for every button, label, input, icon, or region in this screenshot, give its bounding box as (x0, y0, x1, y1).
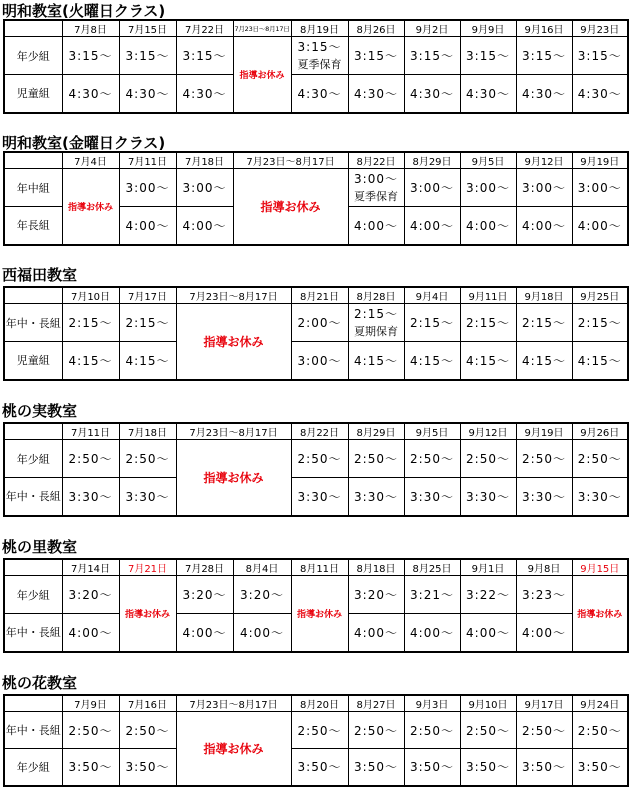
date-header: 7月22日 (176, 20, 233, 37)
date-header: 8月28日 (348, 287, 404, 304)
date-header: 8月20日 (291, 695, 348, 712)
time-cell: 3:50～ (348, 749, 404, 786)
time-cell: 3:30～ (119, 478, 176, 516)
section-meiwa-tuesday (0, 0, 630, 101)
date-header: 7月23日～8月17日 (233, 152, 348, 169)
rest-cell: 指導お休み (291, 576, 348, 652)
date-header: 7月23日～8月17日 (233, 20, 291, 37)
header-row (4, 423, 628, 440)
section-title: 西福田教室 (2, 266, 78, 284)
date-header: 8月29日 (404, 152, 460, 169)
time-cell: 3:15～ (516, 37, 572, 75)
time-cell: 4:00～ (62, 614, 119, 652)
date-header: 8月26日 (348, 20, 404, 37)
time-cell: 3:20～ (233, 576, 291, 614)
table-row (4, 712, 628, 749)
time-cell: 4:00～ (404, 614, 460, 652)
date-header: 7月4日 (62, 152, 119, 169)
group-label: 年中組 (4, 169, 62, 207)
time-cell: 2:15～ (119, 304, 176, 342)
time-cell: 2:15～ (572, 304, 628, 342)
time-cell: 3:50～ (572, 749, 628, 786)
time-cell: 3:15～ (460, 37, 516, 75)
rest-cell: 指導お休み (233, 169, 348, 245)
header-row (4, 695, 628, 712)
time-cell: 3:15～ (348, 37, 404, 75)
time-cell: 3:30～ (460, 478, 516, 516)
date-header: 7月18日 (176, 152, 233, 169)
time-cell: 4:15～ (460, 342, 516, 380)
time-cell: 4:30～ (460, 75, 516, 113)
table-row (4, 440, 628, 478)
section-meiwa-friday (0, 132, 630, 233)
date-header: 9月4日 (404, 287, 460, 304)
time-cell: 2:50～ (119, 712, 176, 749)
date-header: 9月3日 (404, 695, 460, 712)
time-cell: 4:15～ (516, 342, 572, 380)
time-text: 3:15～ (297, 39, 342, 54)
time-cell: 3:50～ (516, 749, 572, 786)
time-cell: 4:30～ (119, 75, 176, 113)
time-cell: 4:00～ (119, 207, 176, 245)
time-cell: 3:15～ (572, 37, 628, 75)
time-cell: 3:50～ (460, 749, 516, 786)
time-cell: 3:20～ (176, 576, 233, 614)
date-header: 7月16日 (119, 695, 176, 712)
time-cell: 2:50～ (62, 440, 119, 478)
time-cell: 2:50～ (516, 712, 572, 749)
time-cell: 3:50～ (119, 749, 176, 786)
group-label: 年少組 (4, 749, 62, 786)
schedule-table (3, 286, 629, 381)
date-header: 9月25日 (572, 287, 628, 304)
time-cell: 4:30～ (516, 75, 572, 113)
time-cell: 4:00～ (176, 614, 233, 652)
time-cell: 4:30～ (404, 75, 460, 113)
time-cell: 4:30～ (348, 75, 404, 113)
date-header: 7月23日～8月17日 (176, 695, 291, 712)
group-label: 年長組 (4, 207, 62, 245)
header-corner (4, 152, 62, 169)
time-cell: 2:50～ (516, 440, 572, 478)
time-cell: 4:15～ (348, 342, 404, 380)
time-cell: 3:30～ (62, 478, 119, 516)
date-header: 9月19日 (516, 423, 572, 440)
time-cell: 2:50～ (348, 440, 404, 478)
time-cell: 3:00～ (572, 169, 628, 207)
time-cell: 4:00～ (404, 207, 460, 245)
time-cell: 4:15～ (119, 342, 176, 380)
date-header-holiday: 9月15日 (572, 559, 628, 576)
date-header-holiday: 7月21日 (119, 559, 176, 576)
table-row (4, 576, 628, 614)
time-cell: 4:00～ (516, 614, 572, 652)
date-header: 7月23日～8月17日 (176, 287, 291, 304)
time-cell: 3:00～ (119, 169, 176, 207)
time-cell: 4:00～ (233, 614, 291, 652)
date-header: 8月4日 (233, 559, 291, 576)
date-header: 7月10日 (62, 287, 119, 304)
time-cell (348, 169, 404, 207)
summer-label: 夏季保育 (354, 189, 398, 203)
time-cell: 4:00～ (176, 207, 233, 245)
time-cell: 2:50～ (119, 440, 176, 478)
time-cell: 3:30～ (516, 478, 572, 516)
time-text: 3:00～ (354, 171, 398, 186)
section-title: 桃の花教室 (2, 674, 78, 692)
time-cell: 4:00～ (348, 614, 404, 652)
date-header: 9月10日 (460, 695, 516, 712)
time-cell: 3:50～ (291, 749, 348, 786)
time-cell: 3:30～ (404, 478, 460, 516)
time-cell: 2:15～ (460, 304, 516, 342)
time-cell: 2:50～ (291, 440, 348, 478)
time-cell: 3:00～ (176, 169, 233, 207)
time-cell: 4:30～ (176, 75, 233, 113)
time-cell: 2:15～ (404, 304, 460, 342)
group-label: 年中・長組 (4, 304, 62, 342)
time-cell: 4:30～ (62, 75, 119, 113)
date-header: 9月16日 (516, 20, 572, 37)
group-label: 年中・長組 (4, 614, 62, 652)
section-nishifukuda (0, 264, 630, 368)
time-cell: 4:00～ (348, 207, 404, 245)
group-label: 児童組 (4, 75, 62, 113)
date-header: 8月22日 (291, 423, 348, 440)
section-title: 桃の里教室 (2, 538, 78, 556)
date-header: 8月21日 (291, 287, 348, 304)
table-row (4, 749, 628, 786)
time-cell: 3:15～ (119, 37, 176, 75)
header-row (4, 20, 628, 37)
group-label: 年中・長組 (4, 478, 62, 516)
time-cell (291, 37, 348, 75)
date-header: 7月28日 (176, 559, 233, 576)
header-row (4, 559, 628, 576)
time-cell: 2:50～ (404, 440, 460, 478)
date-header: 8月18日 (348, 559, 404, 576)
time-cell: 2:00～ (291, 304, 348, 342)
time-cell: 4:30～ (572, 75, 628, 113)
time-cell: 4:00～ (572, 207, 628, 245)
date-header: 7月18日 (119, 423, 176, 440)
date-header: 8月27日 (348, 695, 404, 712)
time-cell: 3:30～ (291, 478, 348, 516)
date-header: 7月11日 (62, 423, 119, 440)
time-cell: 3:00～ (291, 342, 348, 380)
date-header: 7月14日 (62, 559, 119, 576)
schedule-table (3, 151, 629, 246)
time-cell: 3:50～ (404, 749, 460, 786)
time-cell: 3:30～ (572, 478, 628, 516)
time-cell (348, 304, 404, 342)
rest-cell: 指導お休み (176, 440, 291, 516)
date-header: 9月19日 (572, 152, 628, 169)
schedule-table (3, 694, 629, 787)
group-label: 年少組 (4, 440, 62, 478)
time-cell: 3:00～ (404, 169, 460, 207)
date-header: 9月23日 (572, 20, 628, 37)
header-row (4, 152, 628, 169)
rest-cell: 指導お休み (176, 304, 291, 380)
header-row (4, 287, 628, 304)
header-corner (4, 559, 62, 576)
date-header: 7月11日 (119, 152, 176, 169)
time-cell: 4:30～ (291, 75, 348, 113)
time-cell: 2:50～ (460, 712, 516, 749)
date-header: 7月15日 (119, 20, 176, 37)
header-corner (4, 423, 62, 440)
date-header: 7月8日 (62, 20, 119, 37)
section-title: 明和教室(金曜日クラス) (2, 134, 166, 152)
time-cell: 2:50～ (291, 712, 348, 749)
date-header: 9月8日 (516, 559, 572, 576)
time-cell: 4:00～ (460, 207, 516, 245)
time-cell: 3:15～ (404, 37, 460, 75)
time-cell: 3:20～ (62, 576, 119, 614)
date-header: 9月5日 (404, 423, 460, 440)
date-header: 9月12日 (460, 423, 516, 440)
header-corner (4, 20, 62, 37)
date-header: 7月17日 (119, 287, 176, 304)
date-header: 9月1日 (460, 559, 516, 576)
group-label: 年中・長組 (4, 712, 62, 749)
section-title: 明和教室(火曜日クラス) (2, 2, 166, 20)
table-row (4, 304, 628, 342)
section-title: 桃の実教室 (2, 402, 78, 420)
time-cell: 4:00～ (516, 207, 572, 245)
time-cell: 4:15～ (62, 342, 119, 380)
date-header: 9月18日 (516, 287, 572, 304)
time-cell: 2:50～ (572, 712, 628, 749)
date-header: 9月11日 (460, 287, 516, 304)
section-momonomi (0, 400, 630, 504)
schedule-table (3, 19, 629, 114)
rest-cell: 指導お休み (119, 576, 176, 652)
time-cell: 4:15～ (572, 342, 628, 380)
date-header: 9月9日 (460, 20, 516, 37)
schedule-table (3, 422, 629, 517)
schedule-table (3, 558, 629, 653)
time-cell: 3:22～ (460, 576, 516, 614)
header-corner (4, 287, 62, 304)
time-cell: 3:15～ (176, 37, 233, 75)
time-cell: 2:50～ (348, 712, 404, 749)
rest-cell: 指導お休み (572, 576, 628, 652)
date-header: 7月23日～8月17日 (176, 423, 291, 440)
time-cell: 2:15～ (62, 304, 119, 342)
table-row (4, 169, 628, 207)
time-cell: 2:50～ (572, 440, 628, 478)
time-cell: 3:15～ (62, 37, 119, 75)
time-cell: 3:30～ (348, 478, 404, 516)
time-cell: 2:50～ (404, 712, 460, 749)
date-header: 9月24日 (572, 695, 628, 712)
group-label: 年少組 (4, 37, 62, 75)
group-label: 児童組 (4, 342, 62, 380)
section-momonosato (0, 536, 630, 640)
summer-label: 夏季保育 (297, 57, 342, 71)
time-cell: 3:23～ (516, 576, 572, 614)
summer-label: 夏期保育 (354, 324, 398, 338)
time-cell: 3:00～ (516, 169, 572, 207)
date-header: 9月5日 (460, 152, 516, 169)
group-label: 年少組 (4, 576, 62, 614)
time-cell: 4:15～ (404, 342, 460, 380)
table-row (4, 342, 628, 380)
time-cell: 2:50～ (62, 712, 119, 749)
header-corner (4, 695, 62, 712)
time-cell: 3:50～ (62, 749, 119, 786)
time-text: 2:15～ (354, 306, 398, 321)
time-cell: 2:15～ (516, 304, 572, 342)
date-header: 9月17日 (516, 695, 572, 712)
date-header: 8月22日 (348, 152, 404, 169)
time-cell: 4:00～ (460, 614, 516, 652)
date-header: 9月2日 (404, 20, 460, 37)
rest-cell: 指導お休み (62, 169, 119, 245)
time-cell: 2:50～ (460, 440, 516, 478)
table-row (4, 37, 628, 75)
date-header: 9月12日 (516, 152, 572, 169)
time-cell: 3:20～ (348, 576, 404, 614)
date-header: 8月11日 (291, 559, 348, 576)
rest-cell: 指導お休み (176, 712, 291, 786)
date-header: 8月29日 (348, 423, 404, 440)
date-header: 9月26日 (572, 423, 628, 440)
rest-cell: 指導お休み (233, 37, 291, 113)
time-cell: 3:00～ (460, 169, 516, 207)
table-row (4, 75, 628, 113)
date-header: 8月19日 (291, 20, 348, 37)
section-momonohana (0, 672, 630, 775)
table-row (4, 478, 628, 516)
date-header: 8月25日 (404, 559, 460, 576)
time-cell: 3:21～ (404, 576, 460, 614)
date-header: 7月9日 (62, 695, 119, 712)
